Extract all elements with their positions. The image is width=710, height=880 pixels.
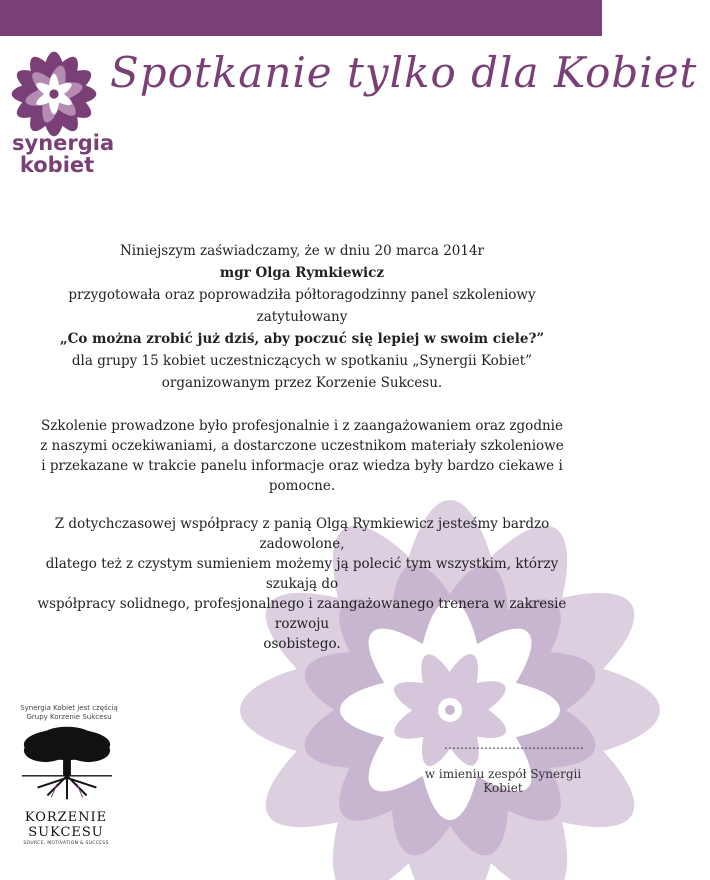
signature-label: w imieniu zespół Synergii Kobiet (424, 767, 582, 795)
brand-name (12, 131, 115, 177)
footer-note (14, 704, 124, 722)
korzenie-line1: KORZENIE (24, 810, 108, 825)
paragraph-1-line: z naszymi oczekiwaniami, a dostarczone uczestnikom materiały szkoleniowe (40, 438, 564, 454)
korzenie-logo-text (10, 810, 122, 840)
lotus-flower-icon (8, 48, 100, 140)
brand-line1: synergia (12, 131, 115, 155)
paragraph-2-line: osobistego. (263, 636, 341, 652)
paragraph-2 (22, 514, 582, 654)
paragraph-1-line: Szkolenie prowadzone było profesjonalnie i z zaangażowaniem oraz zgodnie (41, 418, 563, 434)
panel-title: „Co można zrobić już dziś, aby poczuć się lepiej w swoim ciele?” (59, 331, 545, 347)
brand-line2: kobiet (19, 153, 95, 177)
footer-note-line1: Synergia Kobiet jest częścią (20, 704, 118, 712)
headline: Spotkanie tylko dla Kobiet (110, 48, 698, 97)
korzenie-line2: SUKCESU (28, 825, 104, 840)
signature-line: …………………………….. (444, 738, 584, 752)
paragraph-1-line: i przekazane w trakcie panelu informacje oraz wiedza były bardzo ciekawe i pomocne. (41, 458, 563, 494)
paragraph-2-line: Z dotychczasowej współpracy z panią Olgą Rymkiewicz jesteśmy bardzo zadowolone, (54, 516, 550, 552)
recipient-name: mgr Olga Rymkiewicz (219, 265, 385, 281)
paragraph-2-line: współpracy solidnego, profesjonalnego i zaangażowanego trenera w zakresie rozwoju (37, 596, 567, 632)
tree-roots-icon (18, 726, 116, 806)
paragraph-2-line: dlatego też z czystym sumieniem możemy ją polecić tym wszystkim, którzy szukają do (45, 556, 559, 592)
group-line: dla grupy 15 kobiet uczestniczących w spotkaniu „Synergii Kobiet” (71, 353, 533, 369)
organizer-line: organizowanym przez Korzenie Sukcesu. (161, 375, 443, 391)
paragraph-1 (22, 416, 582, 496)
intro-line: Niniejszym zaświadczamy, że w dniu 20 marca 2014r (119, 243, 485, 259)
footer-note-line2: Grupy Korzenie Sukcesu (26, 713, 112, 721)
korzenie-tagline: SOURCE, MOTIVATION & SUCCESS (23, 841, 109, 846)
certificate-body (22, 240, 582, 654)
description-line: przygotowała oraz poprowadziła półtoragodzinny panel szkoleniowy zatytułowany (68, 287, 536, 325)
top-banner (0, 0, 602, 36)
